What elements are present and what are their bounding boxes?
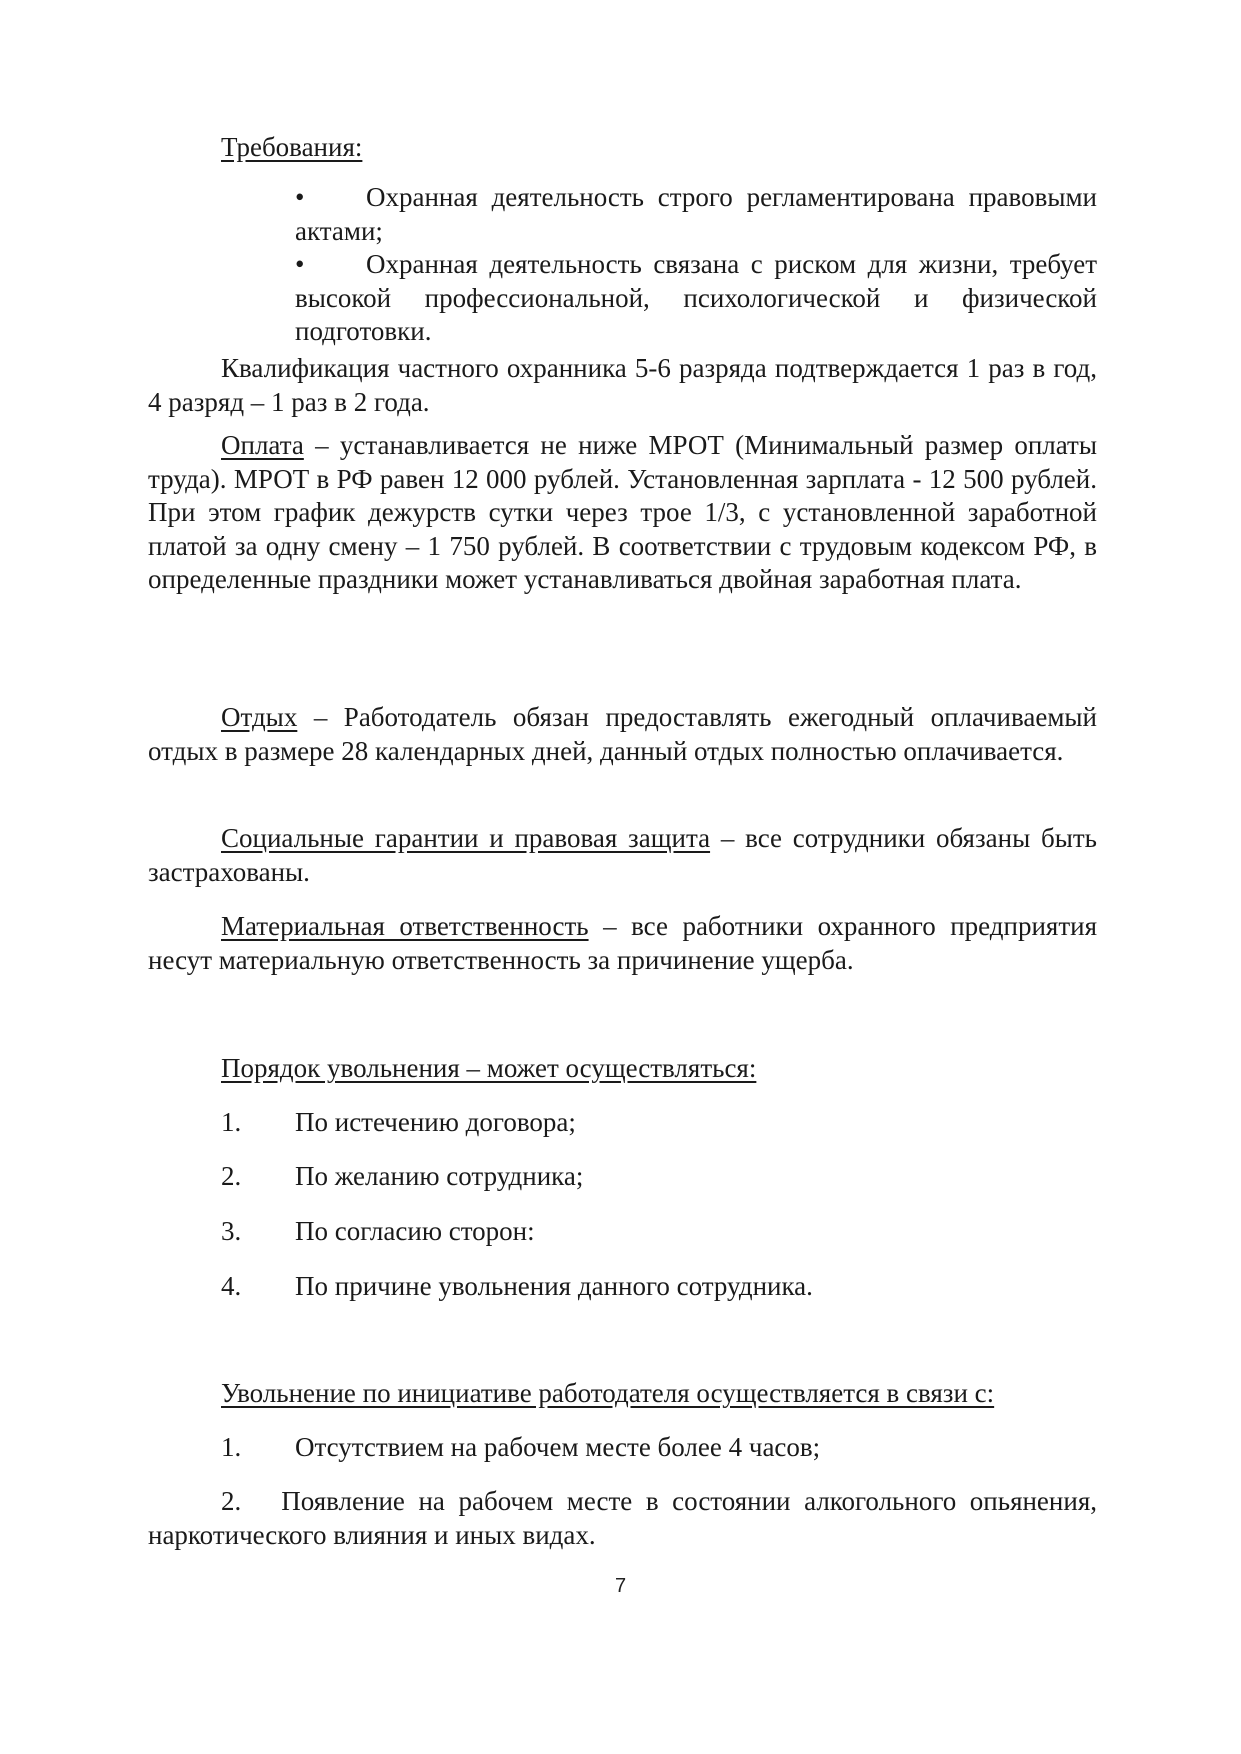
list-number: 2. [221,1161,242,1191]
social-text: – все сотрудники обязаны быть застрахованы. [148,823,1097,887]
list-item [221,1215,535,1249]
rest-term: Отдых [221,702,298,732]
list-number: 3. [221,1216,242,1246]
list-item-text: По желанию сотрудника; [295,1161,584,1191]
payment-text: – устанавливается не ниже МРОТ (Минимальный размер оплаты труда). МРОТ в РФ равен 12 000 рублей. Установленная зарплата - 12 500 рублей. При этом график дежурств сутки через трое 1/3, с установленной заработной платой за одну смену – 1 750 рублей. В соответствии с трудовым кодексом РФ, в определенные праздники может устанавливаться двойная заработная плата. [148,430,1097,594]
dismissal-heading: Порядок увольнения – может осуществляться: [221,1053,757,1083]
bullet-icon: • [295,182,305,212]
list-item-text: Отсутствием на рабочем месте более 4 часов; [295,1432,821,1462]
list-item-text: Появление на рабочем месте в состоянии алкогольного опьянения, наркотического влияния и иных видах. [148,1486,1097,1550]
list-item [221,1270,813,1304]
rest-paragraph [148,701,1097,768]
bullet-icon: • [295,249,305,279]
list-number: 4. [221,1271,242,1301]
liability-term: Материальная ответственность [221,911,589,941]
list-item-text: По согласию сторон: [295,1216,535,1246]
list-item-text: По причине увольнения данного сотрудника. [295,1271,813,1301]
list-number: 2. [221,1486,242,1516]
list-item [295,248,1097,349]
list-item-text: Охранная деятельность связана с риском для жизни, требует высокой профессиональной, психологической и физической подготовки. [295,249,1097,346]
payment-term: Оплата [221,430,304,460]
social-term: Социальные гарантии и правовая защита [221,823,711,853]
list-item-text: По истечению договора; [295,1107,576,1137]
requirements-list [295,181,1097,349]
requirements-heading: Требования: [221,132,363,162]
social-paragraph [148,822,1097,889]
list-item [221,1431,820,1465]
list-item-text: Охранная деятельность строго регламентирована правовыми актами; [295,182,1097,246]
qualification-paragraph: Квалификация частного охранника 5-6 разряда подтверждается 1 раз в год, 4 разряд – 1 раз в 2 года. [148,353,1097,417]
page-number: 7 [614,1575,627,1597]
list-item [221,1160,583,1194]
employer-dismissal-heading: Увольнение по инициативе работодателя осуществляется в связи с: [221,1378,995,1408]
list-number: 1. [221,1107,242,1137]
rest-text: – Работодатель обязан предоставлять ежегодный оплачиваемый отдых в размере 28 календарных дней, данный отдых полностью оплачивается. [148,702,1097,766]
liability-paragraph [148,910,1097,977]
list-item [148,1485,1097,1552]
payment-paragraph [148,429,1097,597]
list-number: 1. [221,1432,242,1462]
liability-text: – все работники охранного предприятия несут материальную ответственность за причинение ущерба. [148,911,1097,975]
list-item [221,1106,576,1140]
list-item [295,181,1097,248]
